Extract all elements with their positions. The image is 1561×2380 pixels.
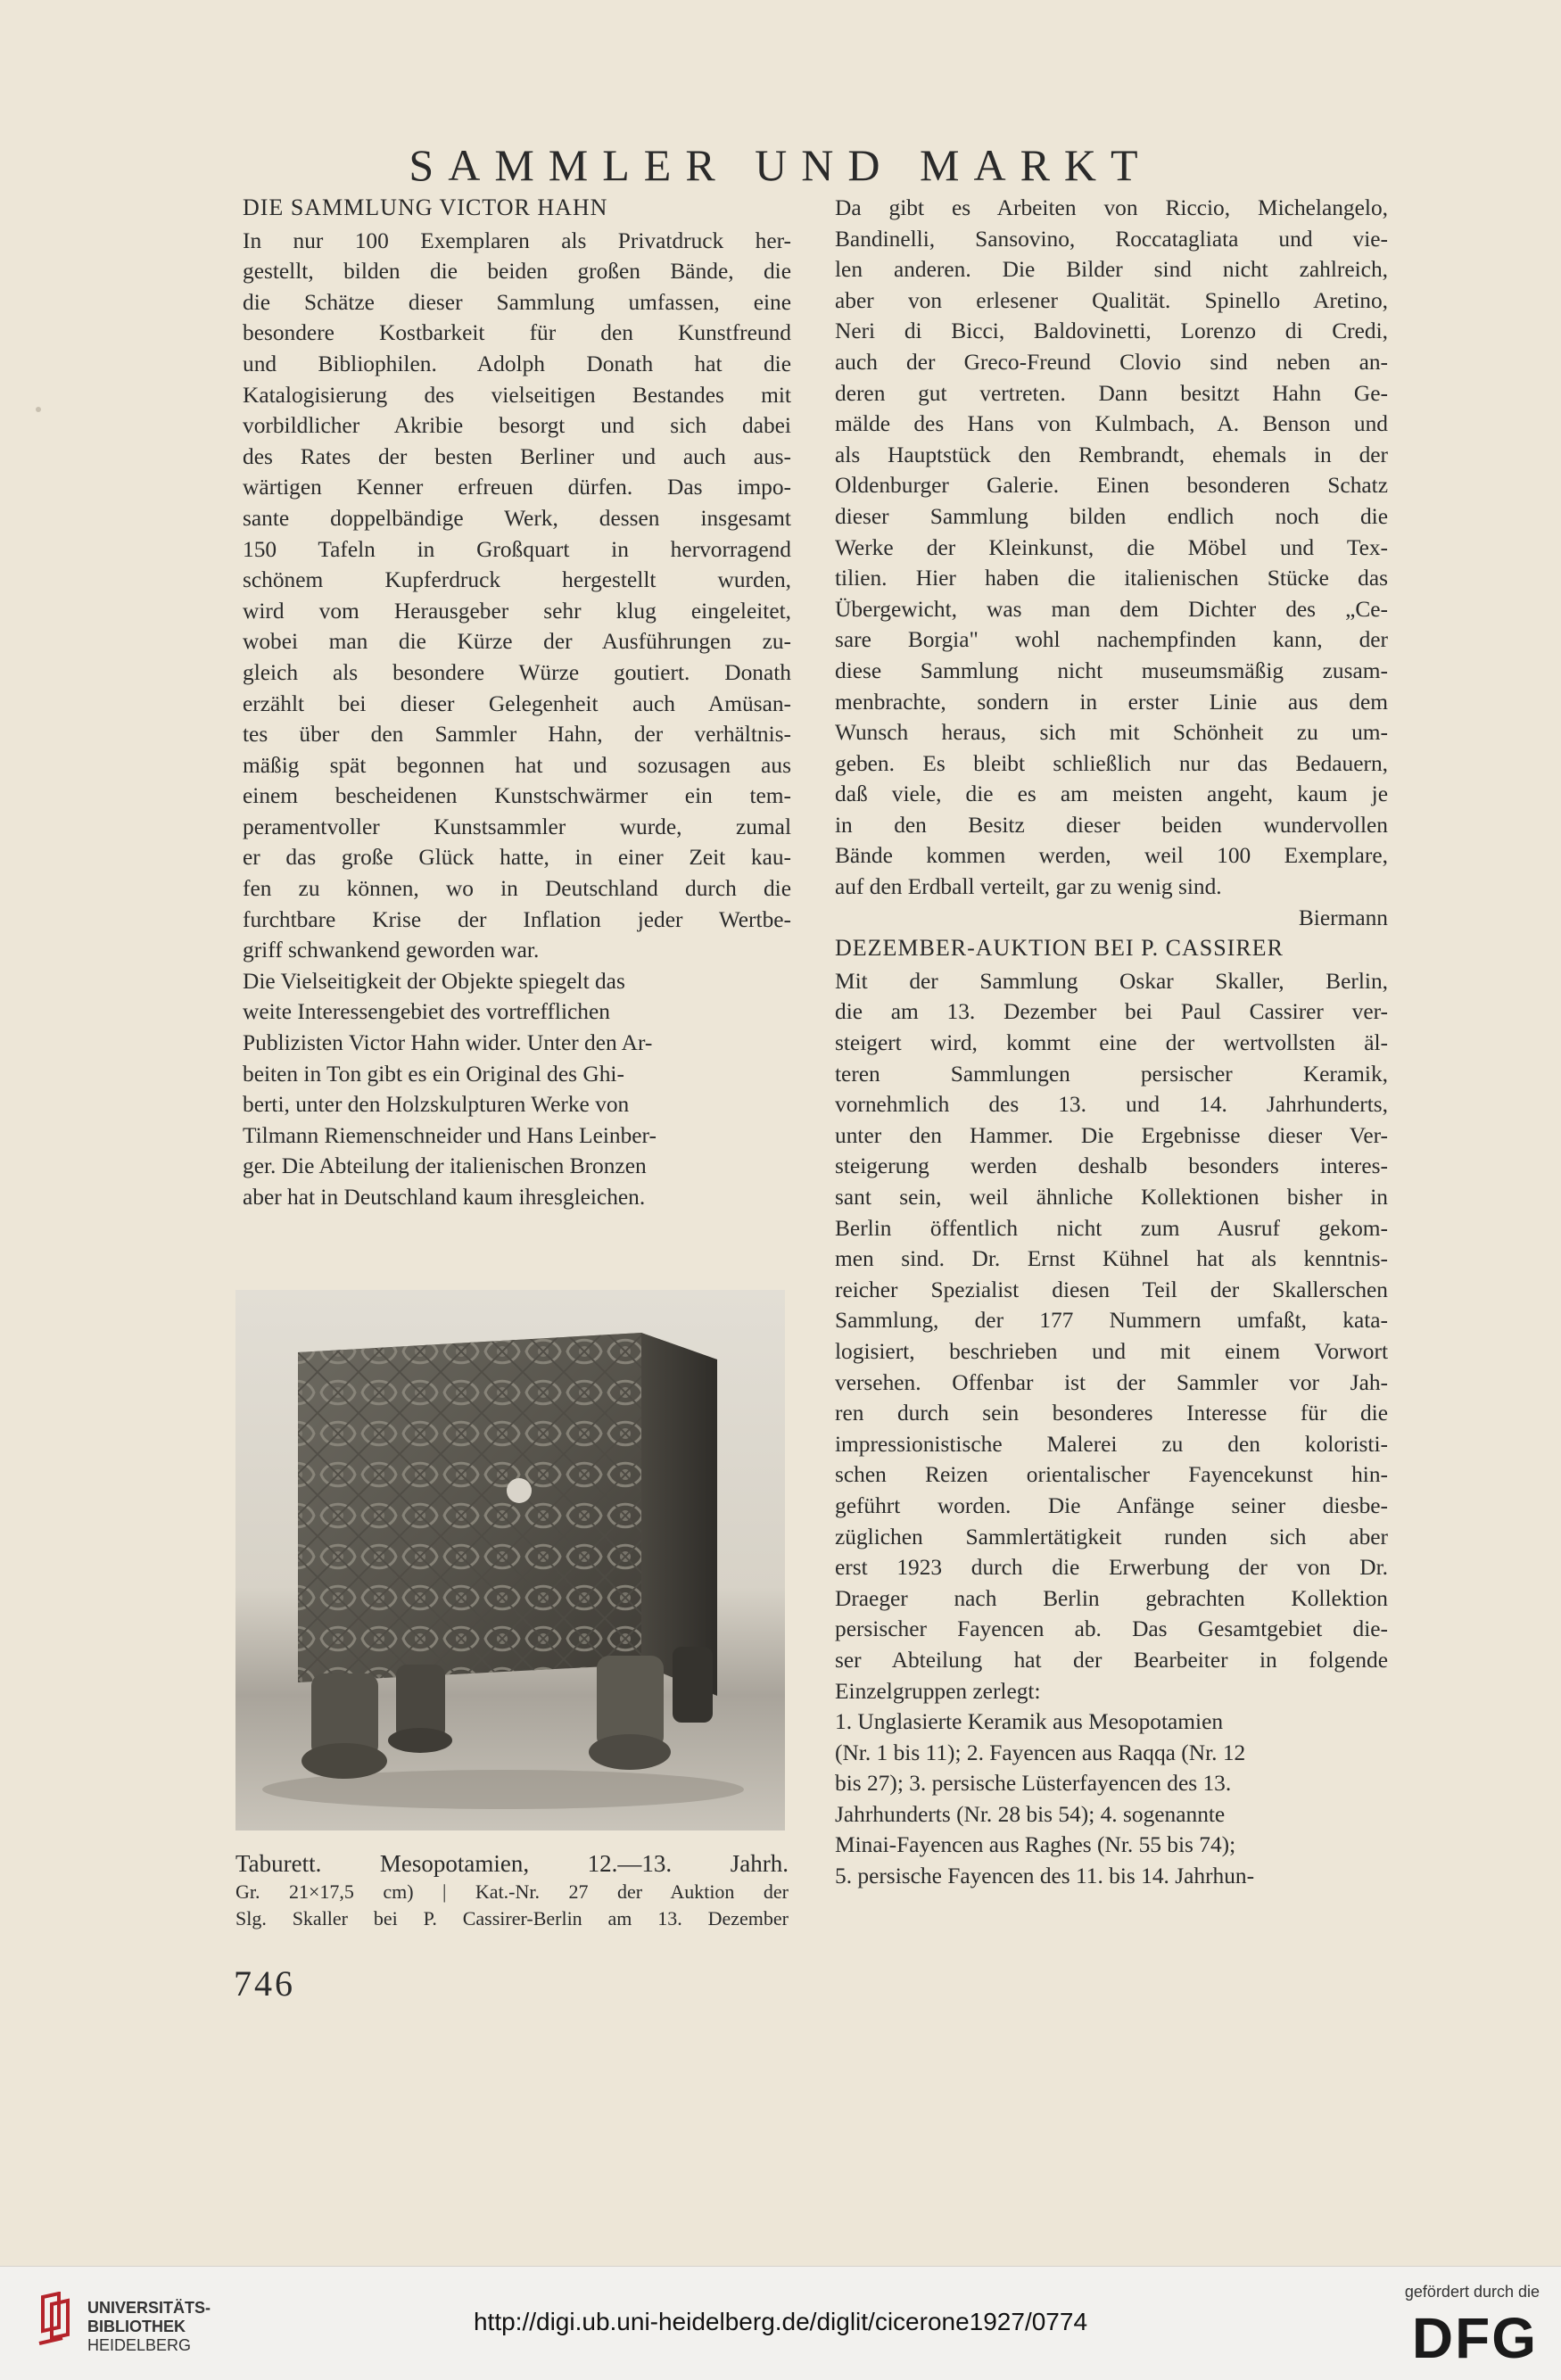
text-line: sant sein, weil ähnliche Kollektionen bisher in (835, 1185, 1388, 1210)
article-heading: DEZEMBER-AUKTION BEI P. CASSIRER (835, 935, 1284, 962)
text-line: deren gut vertreten. Dann besitzt Hahn Ge- (835, 380, 1388, 406)
caption-line: Taburett. Mesopotamien, 12.—13. Jahrh. (235, 1850, 789, 1877)
text-line: wobei man die Kürze der Ausführungen zu- (243, 629, 791, 655)
text-line: Werke der Kleinkunst, die Möbel und Tex- (835, 534, 1388, 560)
text-line: mäßig spät begonnen hat und sozusagen aus (243, 752, 791, 778)
text-line: die Schätze dieser Sammlung umfassen, eine (243, 289, 791, 315)
viewer-footer (0, 2266, 1561, 2380)
text-line: Neri di Bicci, Baldovinetti, Lorenzo di Credi, (835, 318, 1388, 344)
library-name-line: BIBLIOTHEK (87, 2318, 186, 2335)
text-line: sante doppelbändige Werk, dessen insgesamt (243, 505, 791, 531)
left-column (243, 193, 791, 1213)
text-line: Tilmann Riemenschneider und Hans Leinber- (243, 1122, 657, 1148)
text-line: vornehmlich des 13. und 14. Jahrhunderts, (835, 1092, 1388, 1118)
paragraph (243, 966, 791, 1213)
text-line: Bandinelli, Sansovino, Roccatagliata und vie- (835, 226, 1388, 252)
text-line: dieser Sammlung bilden endlich noch die (835, 503, 1388, 529)
text-line: erzählt bei dieser Gelegenheit auch Amüsan- (243, 690, 791, 716)
text-line: teren Sammlungen persischer Keramik, (835, 1061, 1388, 1087)
text-line: bis 27); 3. persische Lüsterfayencen des 13. (835, 1771, 1232, 1797)
text-line: als Hauptstück den Rembrandt, ehemals in der (835, 442, 1388, 467)
text-line: Draeger nach Berlin gebrachten Kollektion (835, 1585, 1388, 1611)
text-line: geben. Es bleibt schließlich nur das Bedauern, (835, 750, 1388, 776)
text-line: besondere Kostbarkeit für den Kunstfreund (243, 320, 791, 346)
text-line: beiten in Ton gibt es ein Original des Ghi- (243, 1061, 624, 1087)
text-line: griff schwankend geworden war. (243, 938, 540, 963)
text-line: men sind. Dr. Ernst Kühnel hat als kenntnis- (835, 1246, 1388, 1272)
text-line: Oldenburger Galerie. Einen besonderen Schatz (835, 473, 1388, 499)
figure-caption (235, 1848, 789, 1932)
text-line: reicher Spezialist diesen Teil der Skallerschen (835, 1277, 1388, 1302)
text-line: züglichen Sammlertätigkeit runden sich aber (835, 1524, 1388, 1549)
text-line: tes über den Sammler Hahn, der verhältnis- (243, 722, 791, 748)
text-line: vorbildlicher Akribie besorgt und sich dabei (243, 413, 791, 439)
text-line: daß viele, die es am meisten angeht, kaum je (835, 781, 1388, 807)
text-line: Publizisten Victor Hahn wider. Unter den Ar- (243, 1030, 653, 1056)
paragraph (835, 1706, 1388, 1892)
running-head: SAMMLER UND MARKT (409, 140, 1152, 190)
text-line: fen zu können, wo in Deutschland durch die (243, 876, 791, 902)
caption-line: Slg. Skaller bei P. Cassirer-Berlin am 13. Dezember (235, 1907, 789, 1930)
paragraph (835, 193, 1388, 903)
text-line: Mit der Sammlung Oskar Skaller, Berlin, (835, 968, 1388, 994)
text-line: des Rates der besten Berliner und auch aus- (243, 443, 791, 469)
page-number: 746 (234, 1963, 295, 2004)
text-line: steigerung werden deshalb besonders interes- (835, 1153, 1388, 1179)
text-line: peramentvoller Kunstsammler wurde, zumal (243, 814, 791, 839)
text-line: In nur 100 Exemplaren als Privatdruck her- (243, 227, 791, 253)
text-line: ser Abteilung hat der Bearbeiter in folgende (835, 1647, 1388, 1673)
text-line: Sammlung, der 177 Nummern umfaßt, kata- (835, 1308, 1388, 1334)
margin-mark (36, 407, 41, 412)
dfg-logo-icon: DFG (1411, 2306, 1538, 2370)
text-line: wird vom Herausgeber sehr klug eingeleitet, (243, 598, 791, 624)
taburett-illustration (235, 1290, 785, 1830)
text-line: tilien. Hier haben die italienischen Stücke das (835, 566, 1388, 591)
text-line: gestellt, bilden die beiden großen Bände, die (243, 259, 791, 285)
text-line: Wunsch heraus, sich mit Schönheit zu um- (835, 720, 1388, 746)
text-line: einem bescheidenen Kunstschwärmer ein tem- (243, 783, 791, 809)
text-line: Bände kommen werden, weil 100 Exemplare, (835, 843, 1388, 869)
right-column (835, 193, 1388, 1892)
text-line: versehen. Offenbar ist der Sammler vor Jah- (835, 1369, 1388, 1395)
text-line: Übergewicht, was man dem Dichter des „Ce- (835, 596, 1388, 622)
text-line: furchtbare Krise der Inflation jeder Wertbe- (243, 906, 791, 932)
text-line: Da gibt es Arbeiten von Riccio, Michelangelo, (835, 195, 1388, 220)
text-line: unter den Hammer. Die Ergebnisse dieser Ver- (835, 1122, 1388, 1148)
permalink-url[interactable]: http://digi.ub.uni-heidelberg.de/diglit/cicerone1927/0774 (473, 2308, 1088, 2335)
paragraph (243, 226, 791, 966)
text-line: Katalogisierung des vielseitigen Bestandes mit (243, 382, 791, 408)
text-line: in den Besitz dieser beiden wundervollen (835, 812, 1388, 838)
text-line: len anderen. Die Bilder sind nicht zahlreich, (835, 257, 1388, 283)
text-line: und Bibliophilen. Adolph Donath hat die (243, 351, 791, 376)
text-line: erst 1923 durch die Erwerbung der von Dr. (835, 1555, 1388, 1581)
library-name-line: HEIDELBERG (87, 2336, 192, 2354)
article-heading: DIE SAMMLUNG VICTOR HAHN (243, 194, 608, 220)
text-line: 150 Tafeln in Großquart in hervorragend (243, 536, 791, 562)
author-signature: Biermann (1298, 905, 1388, 930)
text-line: mälde des Hans von Kulmbach, A. Benson und (835, 411, 1388, 437)
text-line: aber von erlesener Qualität. Spinello Aretino, (835, 287, 1388, 313)
text-line: ren durch sein besonderes Interesse für die (835, 1401, 1388, 1426)
text-line: schönem Kupferdruck hergestellt wurden, (243, 567, 791, 593)
figure-photo-taburett (235, 1290, 785, 1830)
text-line: Jahrhunderts (Nr. 28 bis 54); 4. sogenannte (835, 1801, 1226, 1827)
caption-line: Gr. 21×17,5 cm) | Kat.-Nr. 27 der Auktion der (235, 1880, 789, 1903)
text-line: 5. persische Fayencen des 11. bis 14. Jahrhun- (835, 1864, 1255, 1889)
text-line: ger. Die Abteilung der italienischen Bronzen (243, 1153, 647, 1179)
text-line: menbrachte, sondern in erster Linie aus dem (835, 689, 1388, 715)
text-line: Einzelgruppen zerlegt: (835, 1678, 1041, 1704)
text-line: berti, unter den Holzskulpturen Werke von (243, 1092, 630, 1118)
library-name-line: UNIVERSITÄTS- (87, 2299, 211, 2317)
funding-label: gefördert durch die (1404, 2283, 1540, 2301)
text-line: die am 13. Dezember bei Paul Cassirer ver- (835, 999, 1388, 1025)
text-line: auch der Greco-Freund Clovio sind neben an- (835, 349, 1388, 375)
text-line: impressionistische Malerei zu den koloristi- (835, 1431, 1388, 1457)
text-line: Minai-Fayencen aus Raghes (Nr. 55 bis 74); (835, 1832, 1236, 1858)
text-line: wärtigen Kenner erfreuen dürfen. Das impo- (243, 475, 791, 500)
text-line: logisiert, beschrieben und mit einem Vorwort (835, 1338, 1388, 1364)
text-line: gleich als besondere Würze goutiert. Donath (243, 659, 791, 685)
text-line: (Nr. 1 bis 11); 2. Fayencen aus Raqqa (Nr. 12 (835, 1740, 1246, 1765)
text-line: 1. Unglasierte Keramik aus Mesopotamien (835, 1709, 1224, 1735)
text-line: weite Interessengebiet des vortrefflichen (243, 999, 610, 1025)
text-line: auf den Erdball verteilt, gar zu wenig sind. (835, 874, 1222, 900)
text-line: geführt worden. Die Anfänge seiner diesbe- (835, 1492, 1388, 1518)
text-line: steigert wird, kommt eine der wertvollsten äl- (835, 1030, 1388, 1056)
text-line: aber hat in Deutschland kaum ihresgleichen. (243, 1185, 646, 1210)
text-line: Die Vielseitigkeit der Objekte spiegelt das (243, 968, 625, 994)
text-line: sare Borgia" wohl nachempfinden kann, der (835, 627, 1388, 653)
text-line: Berlin öffentlich nicht zum Ausruf gekom- (835, 1215, 1388, 1241)
text-line: schen Reizen orientalischer Fayencekunst hin- (835, 1462, 1388, 1488)
text-line: er das große Glück hatte, in einer Zeit kau- (243, 845, 791, 871)
text-line: persischer Fayencen ab. Das Gesamtgebiet die- (835, 1616, 1388, 1642)
paragraph (835, 966, 1388, 1706)
text-line: diese Sammlung nicht museumsmäßig zusam- (835, 657, 1388, 683)
